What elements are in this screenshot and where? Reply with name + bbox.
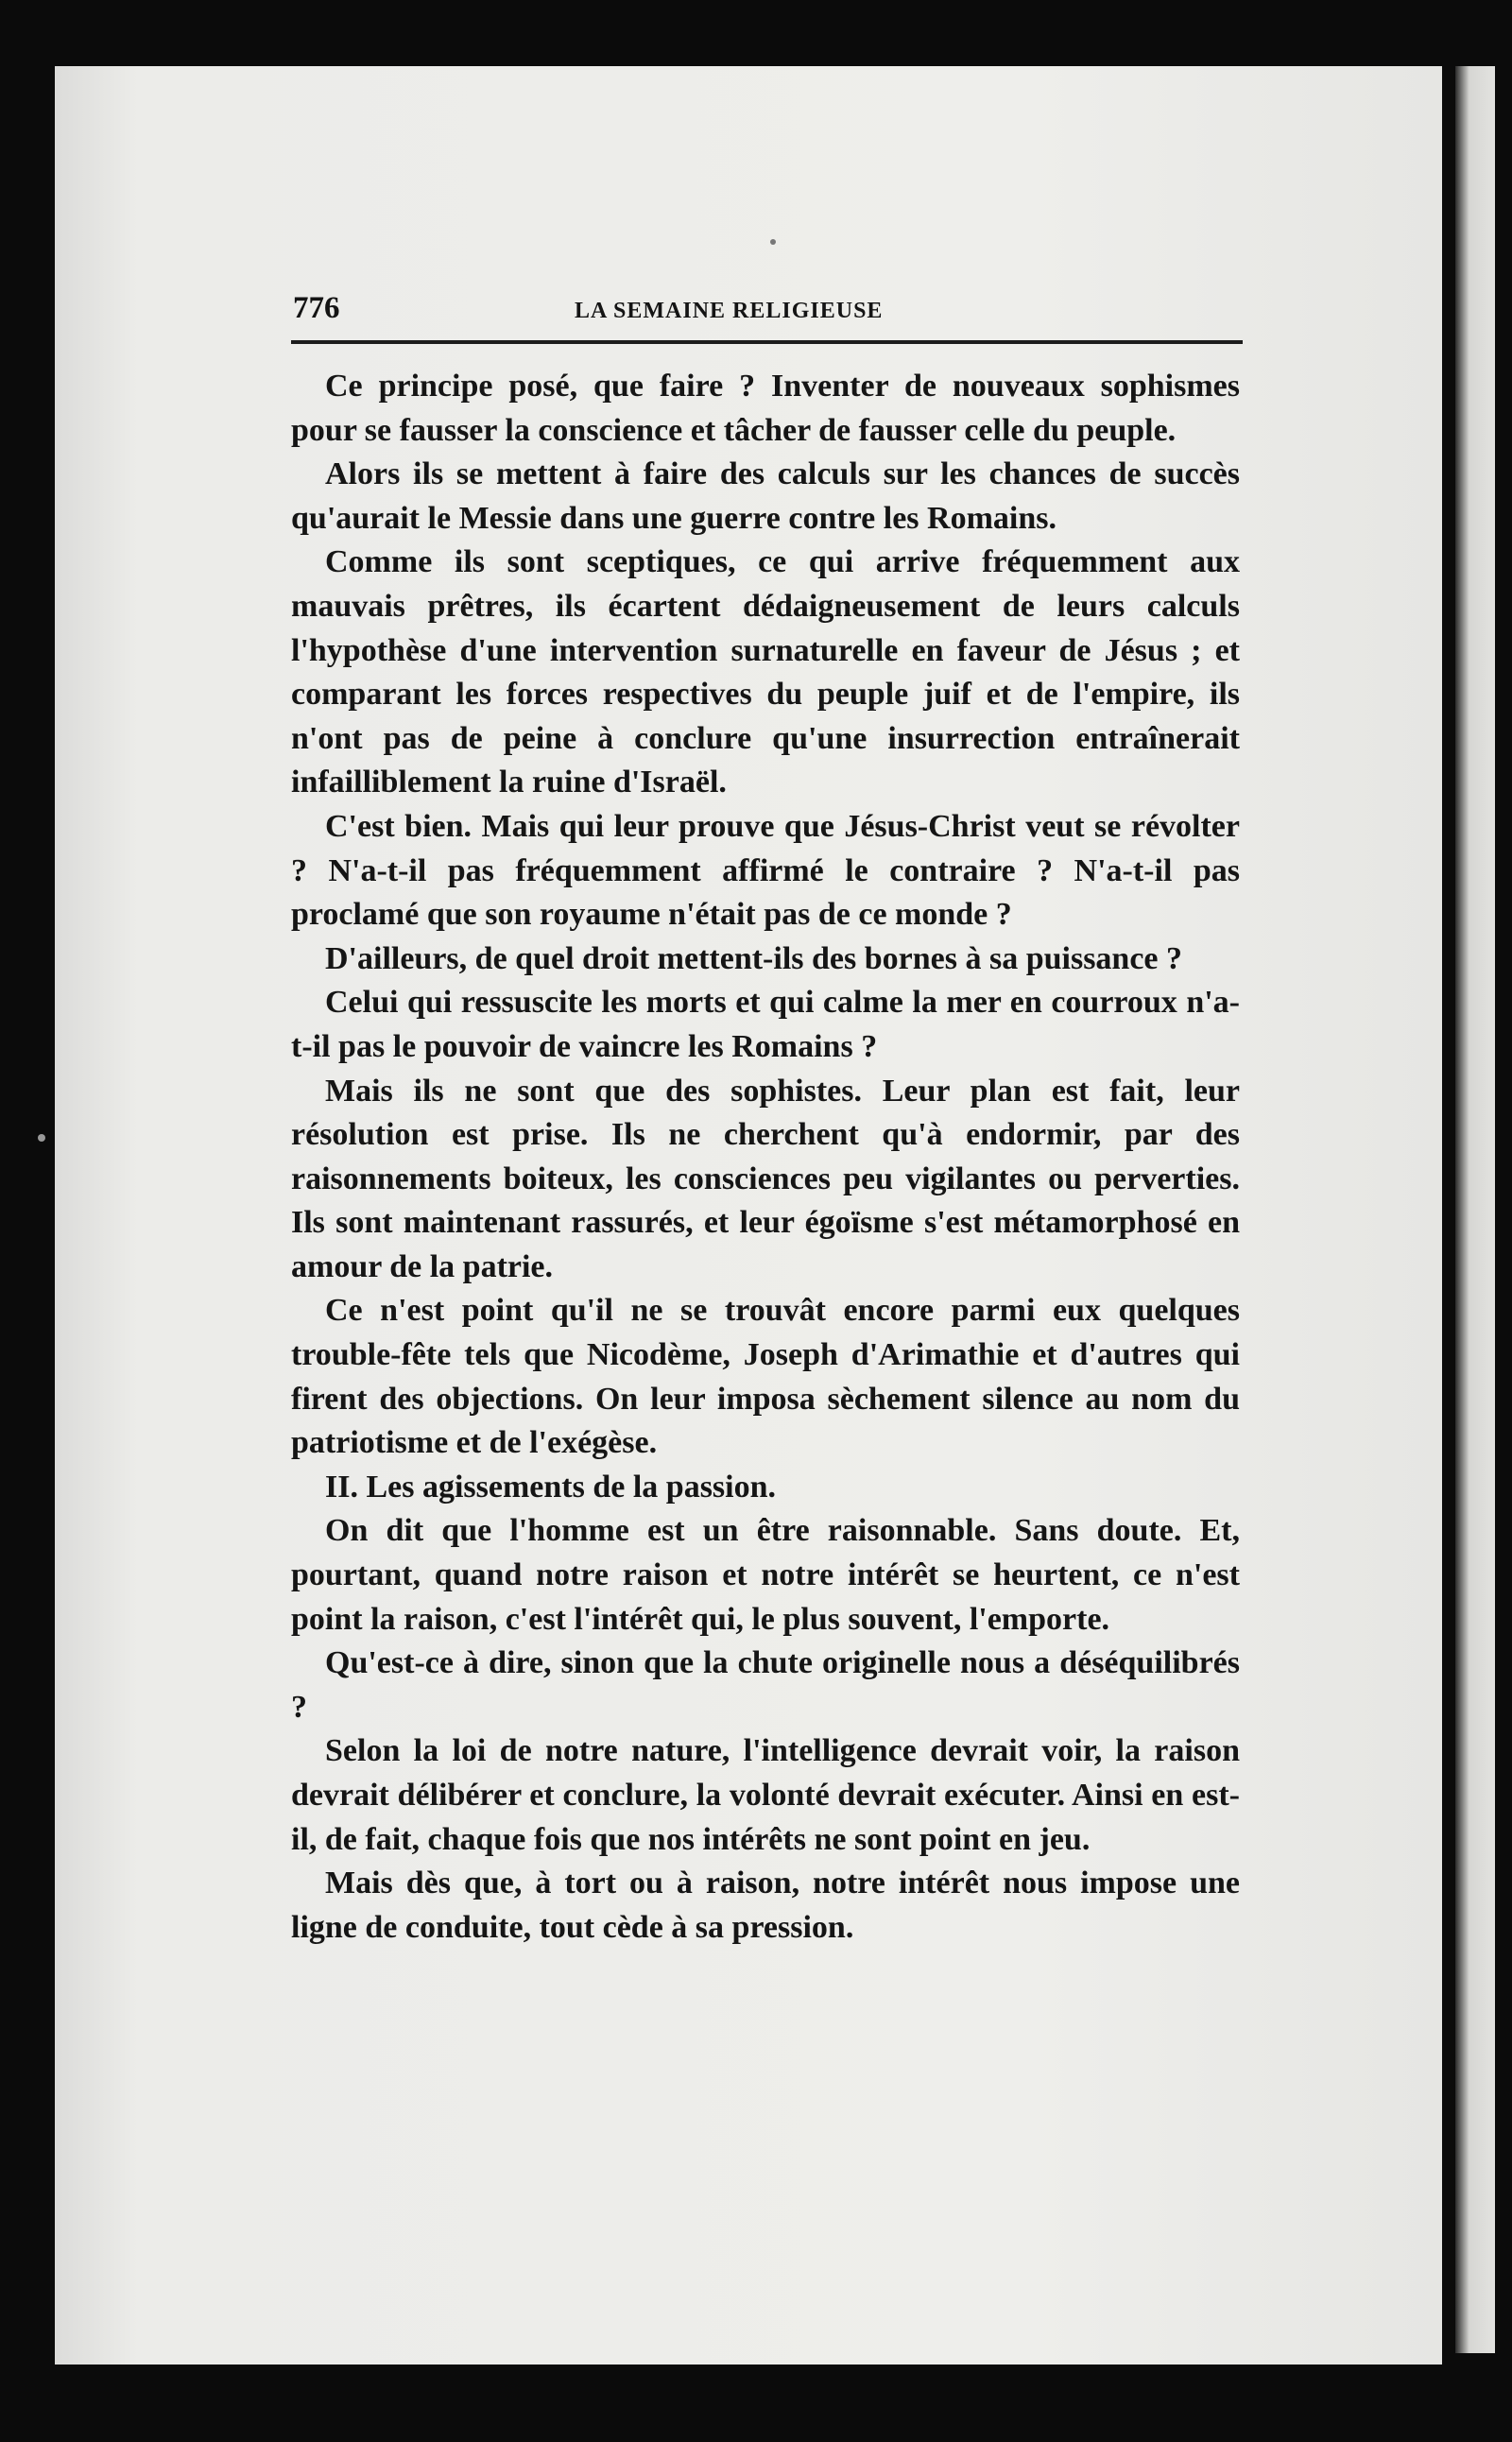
facing-page-edge (1455, 66, 1495, 2353)
paragraph: Celui qui ressuscite les morts et qui calme la mer en courroux n'a-t-il pas le pouvoir de vaincre les Romains ? (291, 985, 1240, 1064)
paragraph: Mais dès que, à tort ou à raison, notre intérêt nous impose une ligne de conduite, tout cède à sa pression. (291, 1866, 1240, 1945)
paragraph: C'est bien. Mais qui leur prouve que Jésus-Christ veut se révolter ? N'a-t-il pas fréquemment affirmé le contraire ? N'a-t-il pas proclamé que son royaume n'était pas de ce monde ? (291, 808, 1240, 933)
paragraph: D'ailleurs, de quel droit mettent-ils des bornes à sa puissance ? (325, 940, 1183, 976)
paragraph: On dit que l'homme est un être raisonnable. Sans doute. Et, pourtant, quand notre raison et notre intérêt se heurtent, ce n'est point la raison, c'est l'intérêt qui, le plus souvent, l'emporte. (291, 1513, 1240, 1637)
paragraph: Ce n'est point qu'il ne se trouvât encore parmi eux quelques trouble-fête tels que Nicodème, Joseph d'Arimathie et d'autres qui firent des objections. On leur imposa sèchement silence au nom du patriotisme et de l'exégèse. (291, 1293, 1240, 1461)
page-header (293, 291, 1242, 336)
paragraph: Mais ils ne sont que des sophistes. Leur plan est fait, leur résolution est prise. Ils ne cherchent qu'à endormir, par des raisonnements boiteux, les consciences peu vigilantes ou perverties. Ils sont maintenant rassurés, et leur égoïsme s'est métamorphosé en amour de la patrie. (291, 1073, 1240, 1284)
paragraph: Comme ils sont sceptiques, ce qui arrive fréquemment aux mauvais prêtres, ils écartent dédaigneusement de leurs calculs l'hypothèse d'une intervention surnaturelle en faveur de Jésus ; et comparant les forces respectives du peuple juif et de l'empire, ils n'ont pas de peine à conclure qu'une insurrection entraînerait infailliblement la ruine d'Israël. (291, 544, 1240, 800)
section-heading: II. Les agissements de la passion. (325, 1469, 777, 1505)
paragraph: Alors ils se mettent à faire des calculs sur les chances de succès qu'aurait le Messie dans une guerre contre les Romains. (291, 456, 1240, 536)
scan-speck (38, 1134, 45, 1142)
running-title: LA SEMAINE RELIGIEUSE (575, 299, 884, 323)
header-rule (291, 340, 1243, 344)
page-number: 776 (293, 291, 340, 325)
body-text (291, 365, 1240, 1950)
scan-speck (770, 239, 776, 245)
paragraph: Ce principe posé, que faire ? Inventer de nouveaux sophismes pour se fausser la conscience et tâcher de fausser celle du peuple. (291, 369, 1240, 448)
paragraph: Selon la loi de notre nature, l'intelligence devrait voir, la raison devrait délibérer et conclure, la volonté devrait exécuter. Ainsi en est-il, de fait, chaque fois que nos intérêts ne sont point en jeu. (291, 1733, 1240, 1857)
paragraph: Qu'est-ce à dire, sinon que la chute originelle nous a déséquilibrés ? (291, 1645, 1240, 1725)
